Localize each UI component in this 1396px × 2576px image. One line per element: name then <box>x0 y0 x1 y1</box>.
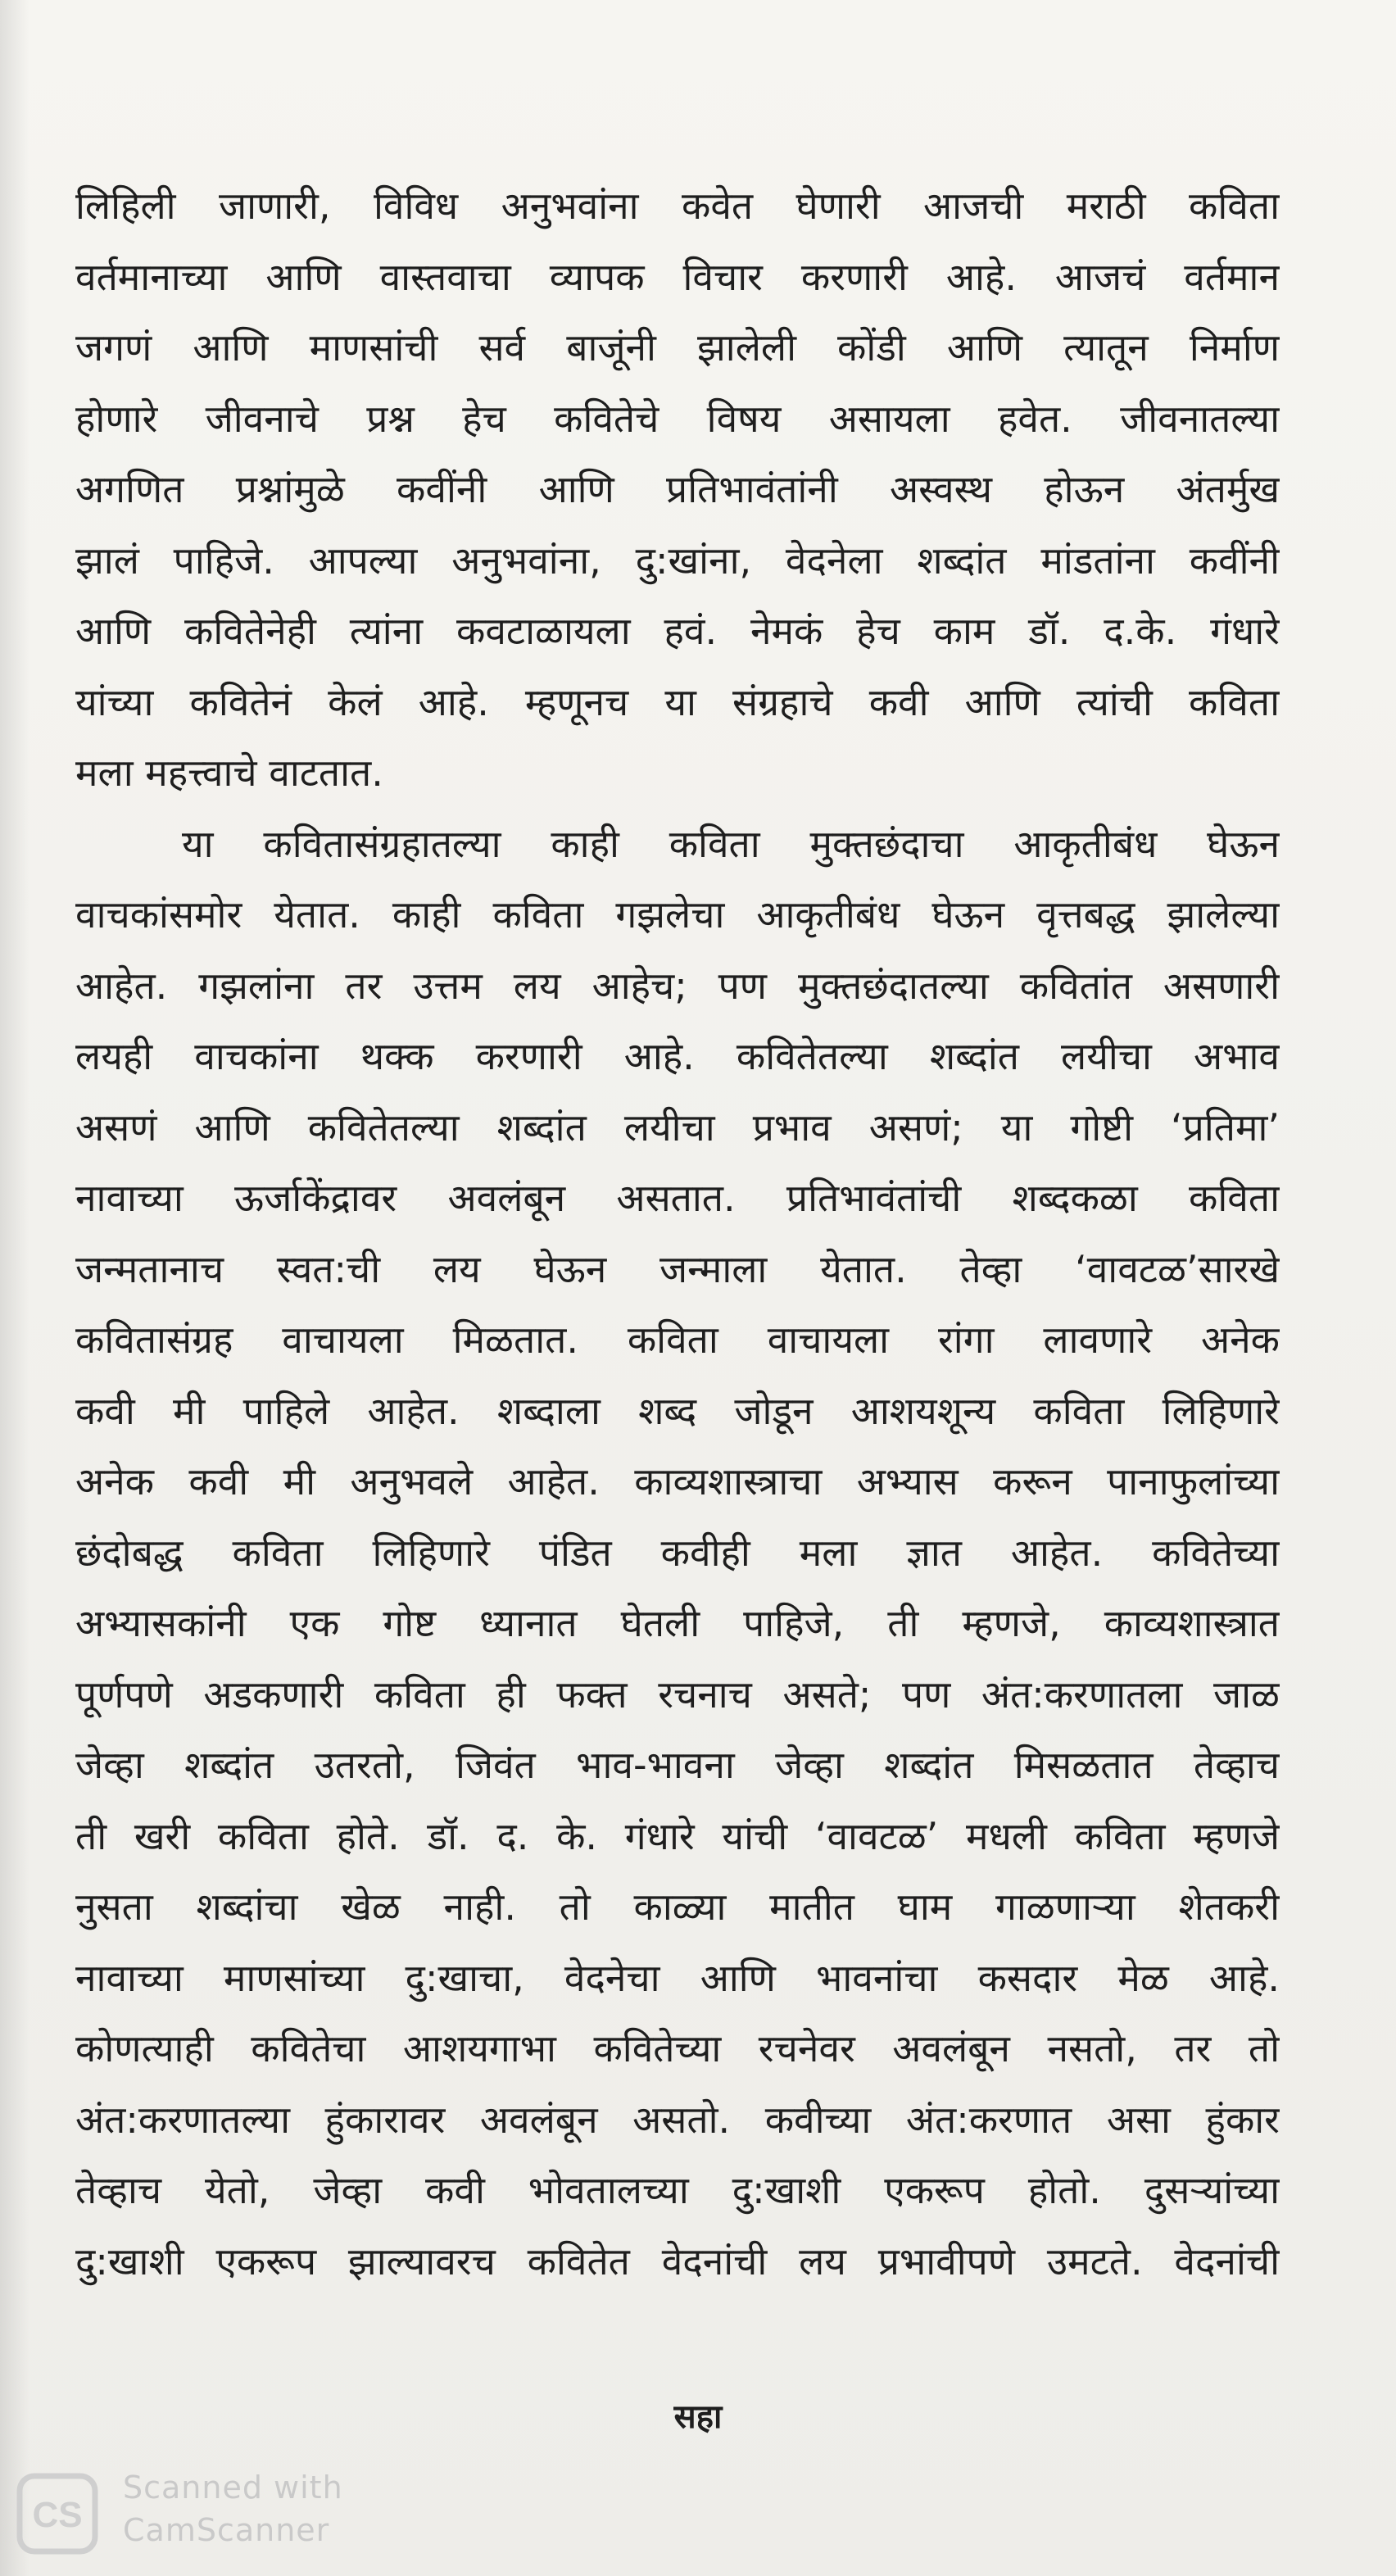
text-line: दु:खाशी एकरूप झाल्यावरच कवितेत वेदनांची लय प्रभावीपणे उमटते. वेदनांची <box>75 2238 1280 2283</box>
camscanner-watermark <box>16 2469 377 2560</box>
text-line: कवी मी पाहिले आहेत. शब्दाला शब्द जोडून आशयशून्य कविता लिहिणारे <box>75 1388 1280 1433</box>
text-line: जेव्हा शब्दांत उतरतो, जिवंत भाव-भावना जेव्हा शब्दांत मिसळतात तेव्हाच <box>75 1743 1280 1787</box>
text-line: असणं आणि कवितेतल्या शब्दांत लयीचा प्रभाव असणं; या गोष्टी ‘प्रतिमा’ <box>75 1104 1280 1150</box>
text-line: नावाच्या माणसांच्या दु:खाचा, वेदनेचा आणि भावनांचा कसदार मेळ आहे. <box>75 1955 1280 2000</box>
text-line: जन्मतानाच स्वत:ची लय घेऊन जन्माला येतात. तेव्हा ‘वावटळ’सारखे <box>75 1246 1280 1291</box>
text-line: पूर्णपणे अडकणारी कविता ही फक्त रचनाच असते; पण अंत:करणातला जाळ <box>75 1671 1280 1717</box>
text-line: होणारे जीवनाचे प्रश्न हेच कवितेचे विषय असायला हवेत. जीवनातल्या <box>75 396 1280 441</box>
text-line: छंदोबद्ध कविता लिहिणारे पंडित कवीही मला ज्ञात आहेत. कवितेच्या <box>75 1530 1280 1575</box>
watermark-line-2: CamScanner <box>123 2512 330 2548</box>
text-line: कवितासंग्रह वाचायला मिळतात. कविता वाचायला रांगा लावणारे अनेक <box>75 1317 1280 1362</box>
text-line: वर्तमानाच्या आणि वास्तवाचा व्यापक विचार करणारी आहे. आजचं वर्तमान <box>75 254 1280 299</box>
text-line: अगणित प्रश्नांमुळे कवींनी आणि प्रतिभावंतांनी अस्वस्थ होऊन अंतर्मुख <box>75 467 1280 511</box>
text-line: या कवितासंग्रहातल्या काही कविता मुक्तछंदाचा आकृतीबंध घेऊन <box>182 821 1280 866</box>
text-line: झालं पाहिजे. आपल्या अनुभवांना, दु:खांना, वेदनेला शब्दांत मांडतांना कवींनी <box>75 537 1280 583</box>
text-line: यांच्या कवितेनं केलं आहे. म्हणूनच या संग्रहाचे कवी आणि त्यांची कविता <box>75 679 1280 724</box>
text-line: वाचकांसमोर येतात. काही कविता गझलेचा आकृतीबंध घेऊन वृत्तबद्ध झालेल्या <box>75 892 1280 937</box>
text-line: लयही वाचकांना थक्क करणारी आहे. कवितेतल्या शब्दांत लयीचा अभाव <box>75 1034 1280 1078</box>
text-line: अनेक कवी मी अनुभवले आहेत. काव्यशास्त्राचा अभ्यास करून पानाफुलांच्या <box>75 1459 1280 1503</box>
text-line: तेव्हाच येतो, जेव्हा कवी भोवतालच्या दु:खाशी एकरूप होतो. दुसऱ्यांच्या <box>75 2168 1280 2212</box>
text-line: आणि कवितेनेही त्यांना कवटाळायला हवं. नेमकं हेच काम डॉ. द.के. गंधारे <box>75 609 1280 653</box>
text-line: नुसता शब्दांचा खेळ नाही. तो काळ्या मातीत घाम गाळणाऱ्या शेतकरी <box>75 1884 1280 1929</box>
body-text <box>75 170 1280 2297</box>
text-line: लिहिली जाणारी, विविध अनुभवांना कवेत घेणारी आजची मराठी कविता <box>75 184 1280 228</box>
camscanner-logo-icon <box>16 2473 98 2555</box>
text-line: कोणत्याही कवितेचा आशयगाभा कवितेच्या रचनेवर अवलंबून नसतो, तर तो <box>75 2026 1280 2070</box>
watermark-line-1: Scanned with <box>123 2469 343 2506</box>
text-line: नावाच्या ऊर्जाकेंद्रावर अवलंबून असतात. प्रतिभावंतांची शब्दकळा कविता <box>75 1176 1280 1220</box>
text-line: मला महत्त्वाचे वाटतात. <box>75 751 383 795</box>
svg-text:CS: CS <box>32 2495 83 2535</box>
text-line: आहेत. गझलांना तर उत्तम लय आहेच; पण मुक्तछंदातल्या कवितांत असणारी <box>75 963 1280 1008</box>
text-line: अंत:करणातल्या हुंकारावर अवलंबून असतो. कवीच्या अंत:करणात असा हुंकार <box>75 2097 1280 2142</box>
page-edge-shadow <box>0 0 29 2576</box>
text-line: जगणं आणि माणसांची सर्व बाजूंनी झालेली कोंडी आणि त्यातून निर्माण <box>75 325 1280 370</box>
text-line: अभ्यासकांनी एक गोष्ट ध्यानात घेतली पाहिजे, ती म्हणजे, काव्यशास्त्रात <box>75 1601 1280 1645</box>
page-number: सहा <box>673 2398 723 2436</box>
text-line: ती खरी कविता होते. डॉ. द. के. गंधारे यांची ‘वावटळ’ मधली कविता म्हणजे <box>75 1813 1280 1858</box>
